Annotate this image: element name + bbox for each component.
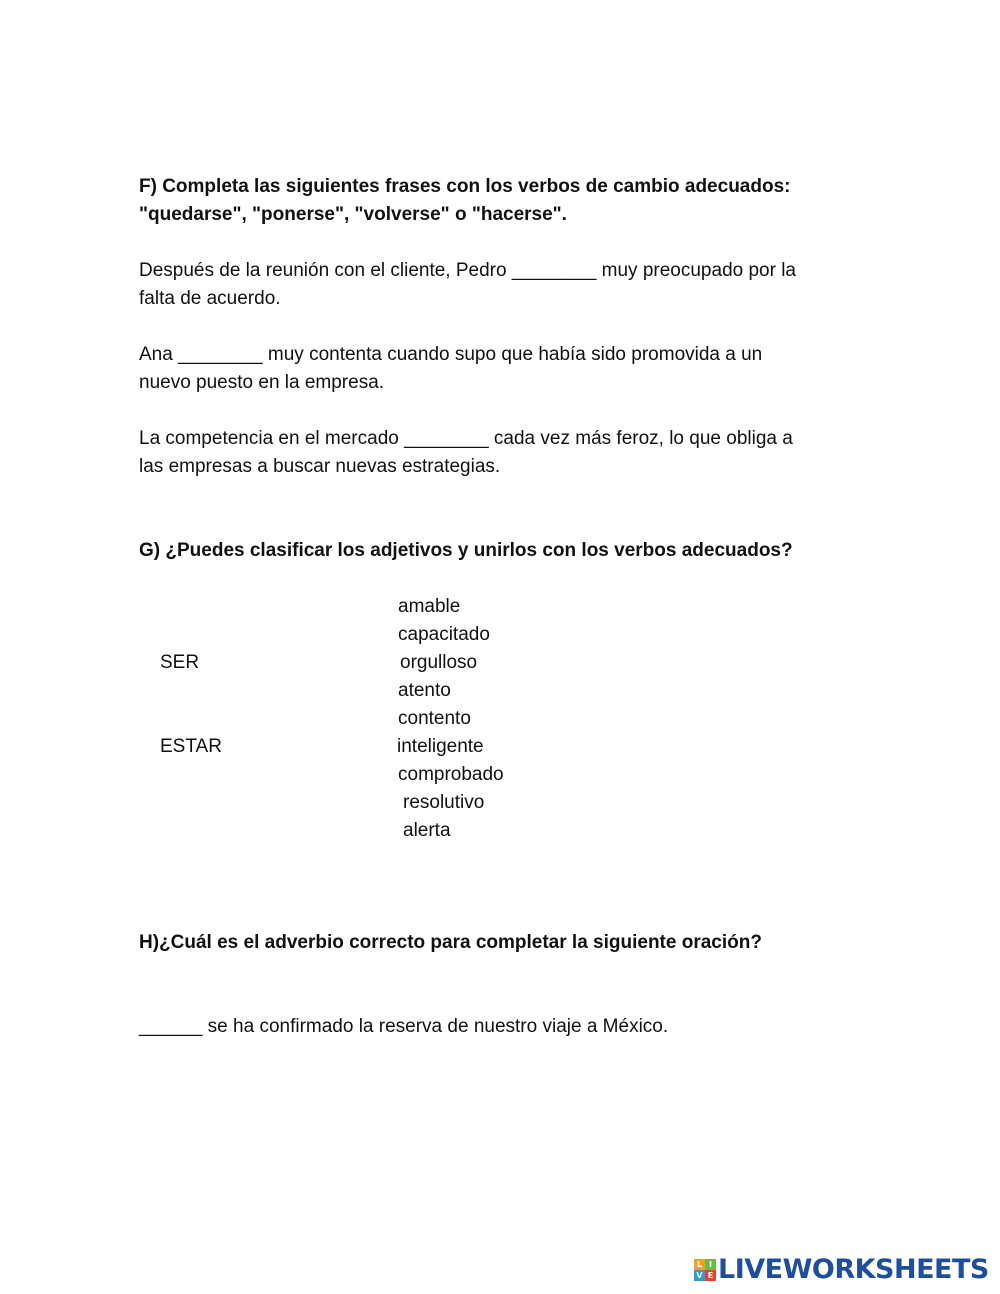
section-h-sentence: ______ se ha confirmado la reserva de nuestro viaje a México. [139, 1016, 669, 1037]
section-f-sentence-3-cont: las empresas a buscar nuevas estrategias. [139, 456, 501, 477]
brand-mark-letter: V [694, 1270, 705, 1281]
brand-mark-letter: I [705, 1259, 716, 1270]
section-f-title: F) Completa las siguientes frases con los verbos de cambio adecuados: [139, 176, 791, 197]
adjective-item: inteligente [397, 736, 484, 757]
section-f-sentence-3: La competencia en el mercado ________ cada vez más feroz, lo que obliga a [139, 428, 793, 449]
liveworksheets-logo [694, 1255, 989, 1285]
section-h-title: H)¿Cuál es el adverbio correcto para completar la siguiente oración? [139, 932, 762, 953]
section-f-sentence-2: Ana ________ muy contenta cuando supo que había sido promovida a un [139, 344, 763, 365]
brand-mark-letter: L [694, 1259, 705, 1270]
verb-estar: ESTAR [160, 736, 222, 757]
adjective-item: contento [398, 708, 471, 729]
adjective-item: comprobado [398, 764, 504, 785]
section-f-sentence-1-cont: falta de acuerdo. [139, 288, 281, 309]
section-g-title: G) ¿Puedes clasificar los adjetivos y unirlos con los verbos adecuados? [139, 540, 793, 561]
section-f-sentence-1: Después de la reunión con el cliente, Pedro ________ muy preocupado por la [139, 260, 797, 281]
adjective-item: orgulloso [400, 652, 478, 673]
verb-ser: SER [160, 652, 200, 673]
adjective-item: alerta [403, 820, 451, 841]
brand-mark-icon [694, 1259, 716, 1281]
adjective-item: resolutivo [403, 792, 485, 813]
adjective-item: amable [398, 596, 461, 617]
adjective-item: capacitado [398, 624, 490, 645]
adjective-item: atento [398, 680, 451, 701]
brand-mark-letter: E [705, 1270, 716, 1281]
section-f-sentence-2-cont: nuevo puesto en la empresa. [139, 372, 385, 393]
brand-name: LIVEWORKSHEETS [718, 1254, 989, 1285]
section-f-title-verbs: "quedarse", "ponerse", "volverse" o "hacerse". [139, 204, 567, 225]
